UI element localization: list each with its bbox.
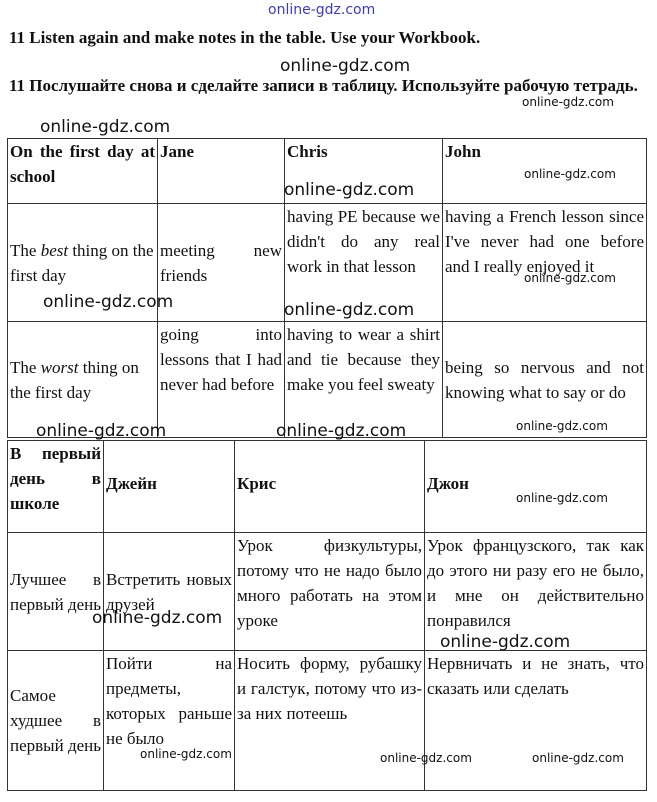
table-cell: having to wear a shirt and tie because they make you feel sweaty bbox=[285, 322, 443, 438]
table-cell: meeting new friends bbox=[158, 204, 285, 322]
table-cell: Носить форму, рубашку и галстук, потому что из-за них потеешь bbox=[235, 651, 425, 791]
row-label: Лучшее в первый день bbox=[8, 533, 104, 651]
table-cell: having a French lesson since I've never had one before and I really enjoyed it bbox=[443, 204, 647, 322]
table-cell: Урок физкультуры, потому что не надо было много работать на этом уроке bbox=[235, 533, 425, 651]
watermark: online-gdz.com bbox=[92, 608, 223, 628]
table-cell: Встретить новых друзей bbox=[104, 533, 235, 651]
watermark: online-gdz.com bbox=[380, 751, 472, 765]
header-cell: Джейн bbox=[104, 441, 235, 533]
table-cell: Урок французского, так как до этого ни разу его не было, и мне он действительно понравился bbox=[425, 533, 647, 651]
watermark: online-gdz.com bbox=[284, 300, 415, 320]
watermark: online-gdz.com bbox=[268, 2, 376, 18]
table-cell: being so nervous and not knowing what to say or do bbox=[443, 322, 647, 438]
header-cell: Джон bbox=[425, 441, 647, 533]
watermark: online-gdz.com bbox=[36, 421, 167, 441]
table-cell: Пойти на предметы, которых раньше не было bbox=[104, 651, 235, 791]
watermark: online-gdz.com bbox=[516, 491, 608, 505]
header-cell: Крис bbox=[235, 441, 425, 533]
table-cell: having PE because we didn't do any real work in that lesson bbox=[285, 204, 443, 322]
watermark: online-gdz.com bbox=[516, 419, 608, 433]
watermark: online-gdz.com bbox=[280, 56, 411, 76]
watermark: online-gdz.com bbox=[440, 632, 571, 652]
header-cell: John bbox=[443, 139, 647, 204]
watermark: online-gdz.com bbox=[522, 95, 614, 109]
header-cell: Chris bbox=[285, 139, 443, 204]
heading-english: 11 Listen again and make notes in the table. Use your Workbook. bbox=[9, 28, 481, 47]
header-cell: On the first day at school bbox=[8, 139, 158, 204]
watermark: online-gdz.com bbox=[524, 271, 616, 285]
table-header-row bbox=[8, 441, 647, 533]
row-label: The best thing on the first day bbox=[8, 204, 158, 322]
watermark: online-gdz.com bbox=[276, 421, 407, 441]
header-cell: В первый день в школе bbox=[8, 441, 104, 533]
watermark: online-gdz.com bbox=[524, 167, 616, 181]
heading-russian: 11 Послушайте снова и сделайте записи в таблицу. Используйте рабочую тетрадь. bbox=[9, 76, 638, 95]
table-cell: Нервничать и не знать, что сказать или сделать bbox=[425, 651, 647, 791]
watermark: online-gdz.com bbox=[284, 180, 415, 200]
table-row bbox=[8, 651, 647, 791]
table-cell: going into lessons that I had never had before bbox=[158, 322, 285, 438]
watermark: online-gdz.com bbox=[140, 747, 232, 761]
row-label: Самое худшее в первый день bbox=[8, 651, 104, 791]
row-label: The worst thing on the first day bbox=[8, 322, 158, 438]
watermark: online-gdz.com bbox=[532, 751, 624, 765]
watermark: online-gdz.com bbox=[40, 117, 171, 137]
header-cell: Jane bbox=[158, 139, 285, 204]
watermark: online-gdz.com bbox=[43, 292, 174, 312]
